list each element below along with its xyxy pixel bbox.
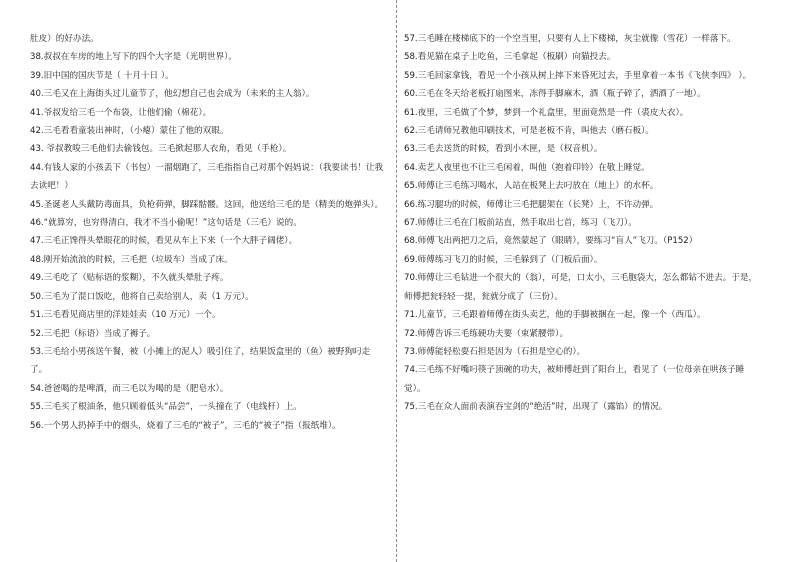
column-divider: [396, 0, 397, 562]
question-item: 69.师傅练习飞刀的时候，三毛躲到了（门板后面）。: [404, 254, 603, 265]
question-item: 44.有钱人家的小孩丢下（书包）一溜烟跑了，三毛指指自己对那个妈妈说：（我要读书！让我去读吧！）: [30, 162, 384, 192]
question-item: 40.三毛又在上海街头过儿童节了，他幻想自己也会成为（未来的主人翁）。: [30, 89, 315, 100]
question-item: 62.三毛请师兄教他印刷技术，可是老板不肯，叫他去（磨石板）。: [404, 126, 654, 137]
question-item: 55.三毛买了根油条，他只顾着低头“品尝”，一头撞在了（电线杆）上。: [30, 402, 302, 413]
question-item: 60.三毛在冬天给老板打扇图来，冻得手脚麻木，酒（瓶子碎了，洒酒了一地）。: [404, 89, 706, 100]
question-item: 59.三毛回家拿钱，看见一个小孩从树上摔下来昏死过去，手里拿着一本书《飞侠李四》 ）。: [404, 70, 752, 81]
question-item: 49.三毛吃了（贴标语的浆糊），不久就头晕肚子疼。: [30, 273, 229, 284]
right-column: [404, 30, 759, 417]
question-item: 43. 爷叔教唆三毛他们去偷钱包。三毛掀起那人衣角，看见（手枪）。: [30, 144, 292, 155]
question-item: 56.一个男人扔掉手中的烟头，烧着了三毛的“被子”，三毛的“被子”指（报纸堆）。: [30, 420, 341, 431]
question-item: 63.三毛去送货的时候，看到小木匣，是（权音机）。: [404, 144, 603, 155]
question-item: 75.三毛在众人面前表演吞宝剑的“绝活”时，出现了（露馅）的情况。: [404, 402, 668, 413]
question-item: 54.爸爸喝的是啤酒，而三毛以为喝的是（肥皂水）。: [30, 383, 229, 394]
question-item: 74.三毛练不好嘴叼筷子顶碗的功夫，被师傅赶到了阳台上，看见了（一位母亲在哄孩子睡觉）。: [404, 365, 745, 394]
question-item: 61.夜里，三毛做了个梦，梦到一个礼盒里，里面竟然是一件（裘皮大衣）。: [404, 107, 689, 118]
question-item: 64.卖艺人夜里也不让三毛闲着，叫他（抱着印铃）在敬上睡觉。: [404, 162, 650, 173]
question-item: 53.三毛给小男孩送午餐，被（小摊上的泥人）吸引住了，结果饭盒里的（鱼）被野狗叼走了。: [30, 346, 371, 376]
question-item: 58.看见猫在桌子上吃鱼，三毛拿起（板刷）向猫投去。: [404, 52, 616, 63]
question-item: 50.三毛为了混口饭吃，他将自己卖给别人，卖（1 万元）。: [30, 291, 254, 302]
question-item: 71.儿童节，三毛跟着师傅在街头卖艺，他的手脚被捆在一起，像一个（西瓜）。: [404, 310, 706, 321]
question-item: 51.三毛看见商店里的洋娃娃卖（10 万元）一个。: [30, 310, 221, 321]
question-item: 73.师傅能轻松耍石担是因为（石担是空心的）。: [404, 346, 586, 357]
question-item: 57.三毛睡在楼梯底下的一个空当里，只要有人上下楼梯，灰尘就像（雪花）一样落下。: [404, 34, 736, 44]
question-item: 45.圣诞老人头戴防毒面具，负枪荷弹，脚踩骷髅。这回，他送给三毛的是（精美的炮弹头）。: [30, 199, 384, 210]
question-item: 46.“就算穷，也穷得清白，我才不当小偷呢！”这句话是（三毛）说的。: [30, 218, 302, 229]
question-item: 42.三毛看看童装出神时，（小瘪）蒙住了他的双眼。: [30, 126, 229, 137]
question-item: 47.三毛正馋得头晕眼花的时候，看见从车上下来（一个大胖子阔佬）。: [30, 236, 298, 247]
question-item: 38.叔叔在车房的地上写下的四个大字是（光明世界）。: [30, 52, 238, 63]
question-item: 39.旧中国的国庆节是（ 十月十日 ）。: [30, 70, 174, 81]
question-item: 70.师傅让三毛钻进一个很大的（翁），可是，口太小，三毛胞袋大，怎么都钻不进去。于是，师傅把瓮轻轻一提，瓮就分成了（三份）。: [404, 273, 758, 302]
question-item: 41.爷叔发给三毛一个布袋，让他们偷（棉花）。: [30, 107, 212, 118]
question-item: 48.刚开始流浪的时候，三毛把（垃圾车）当成了床。: [30, 254, 233, 265]
question-item: 72.师傅告诉三毛练硬功夫要（束紧腰带）。: [404, 328, 569, 339]
question-item: 66.练习腿功的时候，师傅让三毛把腿架在（长凳）上，不许动弹。: [404, 199, 659, 210]
question-item: 65.师傅让三毛练习喝水，人站在板凳上去叼放在（地上）的水杯。: [404, 181, 659, 192]
question-item: 68.师傅飞出两把刀之后，竟然蒙起了（眼睛），要练习“盲人”飞刀。（P152）: [404, 236, 698, 247]
question-item: 肚皮）的好办法。: [30, 34, 99, 44]
left-column: [30, 30, 385, 435]
question-item: 67.师傅让三毛在门板前站直，然手取出七首，练习（飞刀）。: [404, 218, 637, 229]
question-item: 52.三毛把（标语）当成了褥子。: [30, 328, 156, 339]
